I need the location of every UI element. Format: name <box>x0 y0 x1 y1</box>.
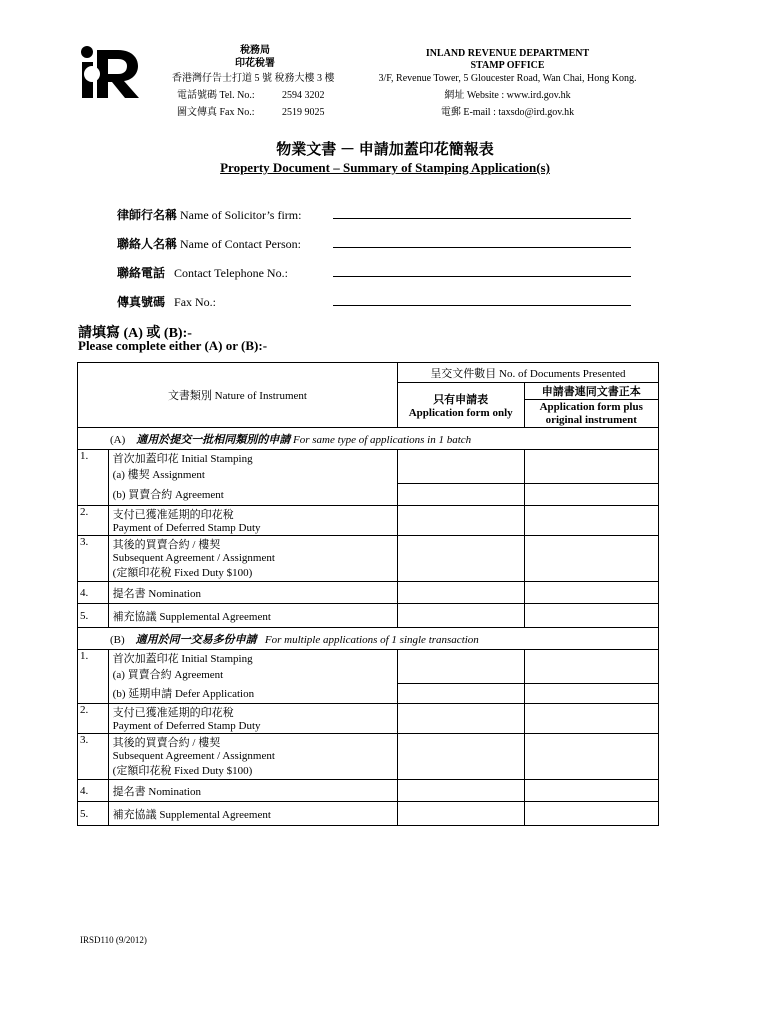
tel-value: 2594 3202 <box>282 90 325 101</box>
address-en: 3/F, Revenue Tower, 5 Gloucester Road, Wan Chai, Hong Kong. <box>378 73 637 84</box>
field-fax-label: 傳真號碼 Fax No.: <box>117 295 217 309</box>
a1a-count-cell-b[interactable] <box>524 450 659 484</box>
office-zh: 印花稅署 <box>235 58 275 69</box>
a1b-count-cell-b[interactable] <box>524 484 659 506</box>
a4-count-cell-b[interactable] <box>524 582 659 604</box>
b1a-count-cell[interactable] <box>397 650 524 684</box>
b3-count-cell-b[interactable] <box>524 734 659 780</box>
table-row: 2. 支付已獲准延期的印花稅 Payment of Deferred Stamp Duty <box>78 704 659 734</box>
a1a-count-cell[interactable] <box>397 450 524 484</box>
table-row: 4. 提名書 Nomination <box>78 582 659 604</box>
tel-label: 電話號碼 Tel. No.: <box>177 90 255 101</box>
b1b-count-cell[interactable] <box>397 684 524 704</box>
b4-count-cell[interactable] <box>397 780 524 802</box>
table-row: (b) 延期申請 Defer Application <box>78 684 659 704</box>
table-row: 1. 首次加蓋印花 Initial Stamping (a) 買賣合約 Agreement <box>78 650 659 684</box>
table-row: 5. 補充協議 Supplemental Agreement <box>78 802 659 826</box>
col-nature-header: 文書類別 Nature of Instrument <box>78 363 398 428</box>
fax-label: 圖文傳真 Fax No.: <box>177 107 255 118</box>
a1b-count-cell[interactable] <box>397 484 524 506</box>
ird-logo <box>78 44 140 100</box>
a5-count-cell[interactable] <box>397 604 524 628</box>
documents-table <box>77 362 659 826</box>
field-contact-label: 聯絡人名稱 Name of Contact Person: <box>117 237 301 251</box>
instructions-en: Please complete either (A) or (B):- <box>78 338 268 353</box>
office-en: STAMP OFFICE <box>470 60 545 71</box>
col-a-header: 只有申請表 Application form only <box>397 383 524 428</box>
a3-count-cell[interactable] <box>397 536 524 582</box>
field-solicitor-label: 律師行名稱 Name of Solicitor’s firm: <box>117 208 302 222</box>
field-tel-line[interactable] <box>333 276 631 277</box>
col-b-header-en: Application form plus original instrument <box>524 400 659 428</box>
a2-count-cell-b[interactable] <box>524 506 659 536</box>
b1b-count-cell-b[interactable] <box>524 684 659 704</box>
b2-count-cell[interactable] <box>397 704 524 734</box>
a3-count-cell-b[interactable] <box>524 536 659 582</box>
b2-count-cell-b[interactable] <box>524 704 659 734</box>
section-b-header: (B) 適用於同一交易多份申請 For multiple applications of 1 single transaction <box>78 628 659 650</box>
table-row: 1. 首次加蓋印花 Initial Stamping (a) 樓契 Assignment <box>78 450 659 484</box>
form-code: IRSD110 (9/2012) <box>80 935 147 945</box>
section-a-header: (A) 適用於提交一批相同類別的申請 For same type of applications in 1 batch <box>78 428 659 450</box>
col-b-header-zh: 申請書連同文書正本 <box>524 383 659 400</box>
a4-count-cell[interactable] <box>397 582 524 604</box>
b5-count-cell-b[interactable] <box>524 802 659 826</box>
email: 電郵 E-mail : taxsdo@ird.gov.hk <box>440 107 575 118</box>
table-row: (b) 買賣合約 Agreement <box>78 484 659 506</box>
col-docs-header: 呈交文件數目 No. of Documents Presented <box>397 363 658 383</box>
a5-count-cell-b[interactable] <box>524 604 659 628</box>
instructions-zh: 請填寫 (A) 或 (B):- <box>78 326 192 341</box>
field-tel-label: 聯絡電話 Contact Telephone No.: <box>117 266 288 280</box>
table-row: 3. 其後的買賣合約 / 樓契 Subsequent Agreement / Assignment (定額印花稅 Fixed Duty $100) <box>78 536 659 582</box>
title-zh: 物業文書 － 申請加蓋印花簡報表 <box>276 142 494 158</box>
address-zh: 香港灣仔告士打道 5 號 稅務大樓 3 樓 <box>172 73 335 84</box>
dept-zh: 稅務局 <box>240 45 270 56</box>
table-row: 2. 支付已獲准延期的印花稅 Payment of Deferred Stamp Duty <box>78 506 659 536</box>
b5-count-cell[interactable] <box>397 802 524 826</box>
b4-count-cell-b[interactable] <box>524 780 659 802</box>
field-solicitor-line[interactable] <box>333 218 631 219</box>
table-row: 3. 其後的買賣合約 / 樓契 Subsequent Agreement / Assignment (定額印花稅 Fixed Duty $100) <box>78 734 659 780</box>
dept-en: INLAND REVENUE DEPARTMENT <box>425 48 590 59</box>
title-en: Property Document – Summary of Stamping Application(s) <box>220 160 550 175</box>
fax-value: 2519 9025 <box>282 107 325 118</box>
a2-count-cell[interactable] <box>397 506 524 536</box>
field-fax-line[interactable] <box>333 305 631 306</box>
website: 網址 Website : www.ird.gov.hk <box>444 90 571 101</box>
table-row: 4. 提名書 Nomination <box>78 780 659 802</box>
b3-count-cell[interactable] <box>397 734 524 780</box>
table-row: 5. 補充協議 Supplemental Agreement <box>78 604 659 628</box>
field-contact-line[interactable] <box>333 247 631 248</box>
b1a-count-cell-b[interactable] <box>524 650 659 684</box>
